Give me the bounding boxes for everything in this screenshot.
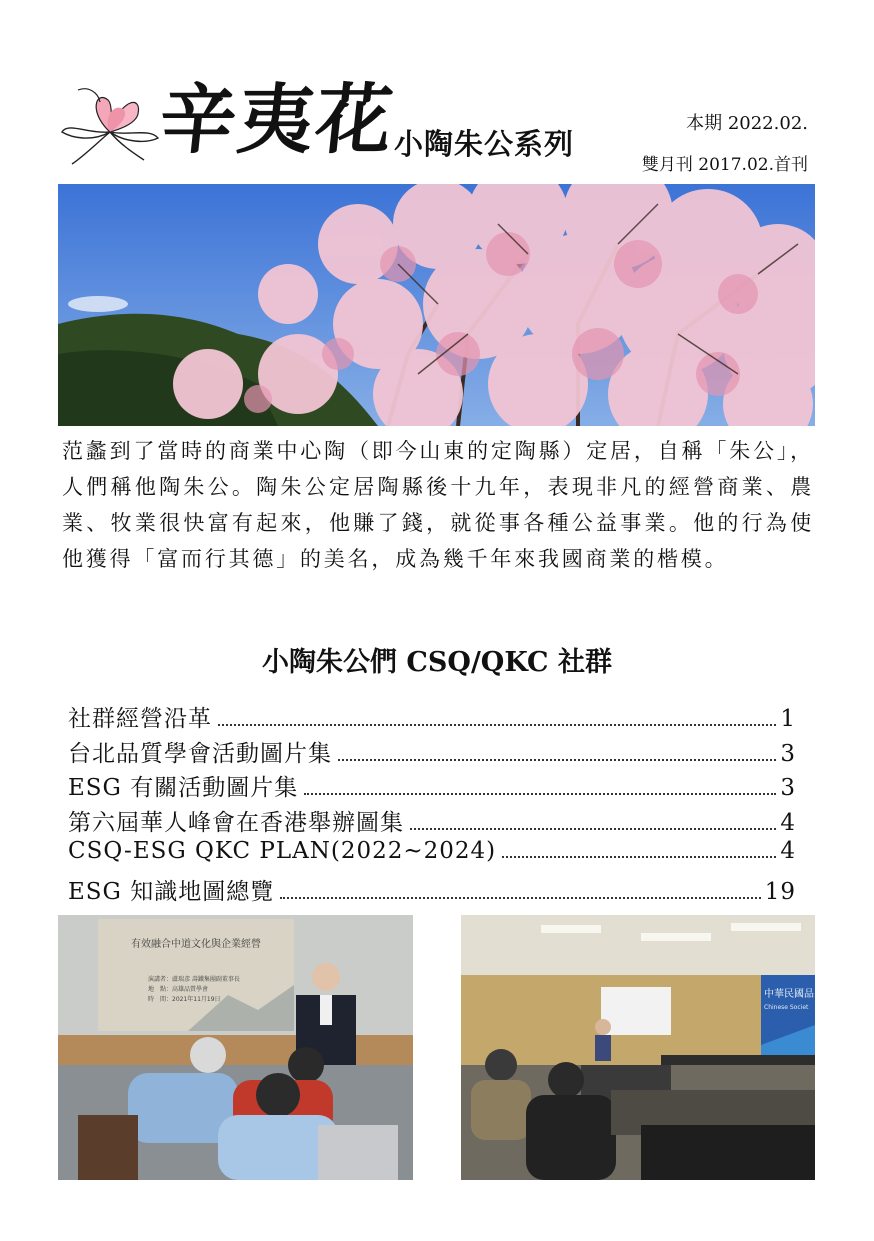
first-issue-date: 雙月刊 2017.02.首刊 (641, 155, 808, 175)
toc-leader (338, 759, 776, 761)
toc-item[interactable] (68, 769, 796, 804)
section-title: 小陶朱公們 CSQ/QKC 社群 (262, 647, 612, 678)
toc-leader (410, 828, 776, 830)
photo-meeting-right (461, 915, 815, 1180)
toc-label: ESG 知識地圖總覽 (68, 878, 275, 905)
toc-item[interactable] (68, 735, 796, 770)
toc-page: 4 (780, 838, 796, 864)
slide-line-3: 時 間：2021年11月19日 (148, 996, 221, 1003)
toc-leader (280, 897, 760, 899)
photo-lecture-left (58, 915, 413, 1180)
toc-label: 社群經營沿革 (68, 706, 212, 732)
slide-title: 有效融合中道文化與企業經營 (131, 939, 261, 950)
toc-page: 19 (764, 878, 796, 905)
toc-page: 1 (780, 706, 796, 732)
toc-leader (218, 724, 776, 726)
toc-page: 3 (780, 740, 796, 767)
issue-date: 本期 2022.02. (686, 113, 808, 134)
toc-label: 台北品質學會活動圖片集 (68, 740, 332, 767)
sign-subtext: Chinese Societ (764, 1004, 809, 1011)
toc-leader (502, 856, 776, 858)
toc-item[interactable] (68, 838, 796, 873)
toc-item[interactable] (68, 873, 796, 908)
slide-line-2: 地 點：高雄品質學會 (148, 986, 209, 993)
sign-text: 中華民國品 (764, 989, 814, 1000)
table-of-contents (68, 700, 796, 907)
toc-item[interactable] (68, 700, 796, 735)
toc-label: 第六屆華人峰會在香港舉辦圖集 (68, 809, 404, 836)
masthead-subtitle: 小陶朱公系列 (394, 127, 575, 161)
masthead-title: 辛夷花 (155, 75, 399, 164)
toc-leader (304, 793, 776, 795)
toc-label: ESG 有關活動圖片集 (68, 775, 299, 801)
intro-paragraph: 范蠡到了當時的商業中心陶（即今山東的定陶縣）定居，自稱「朱公」，人們稱他陶朱公。陶朱公定居陶縣後十九年，表現非凡的經營商業、農業、牧業很快富有起來，他賺了錢，就從事各種公益事業。他的行為使他獲得「富而行其德」的美名，成為幾千年來我國商業的楷模。 (62, 439, 814, 571)
toc-item[interactable] (68, 804, 796, 839)
toc-page: 4 (780, 809, 796, 836)
hero-photo-magnolia (58, 184, 815, 426)
slide-line-1: 演講者：盧瑞彥 壽鐵集團副董事長 (148, 976, 240, 983)
toc-label: CSQ-ESG QKC PLAN(2022~2024) (68, 838, 497, 864)
toc-page: 3 (780, 775, 796, 801)
magnolia-logo (58, 72, 162, 172)
